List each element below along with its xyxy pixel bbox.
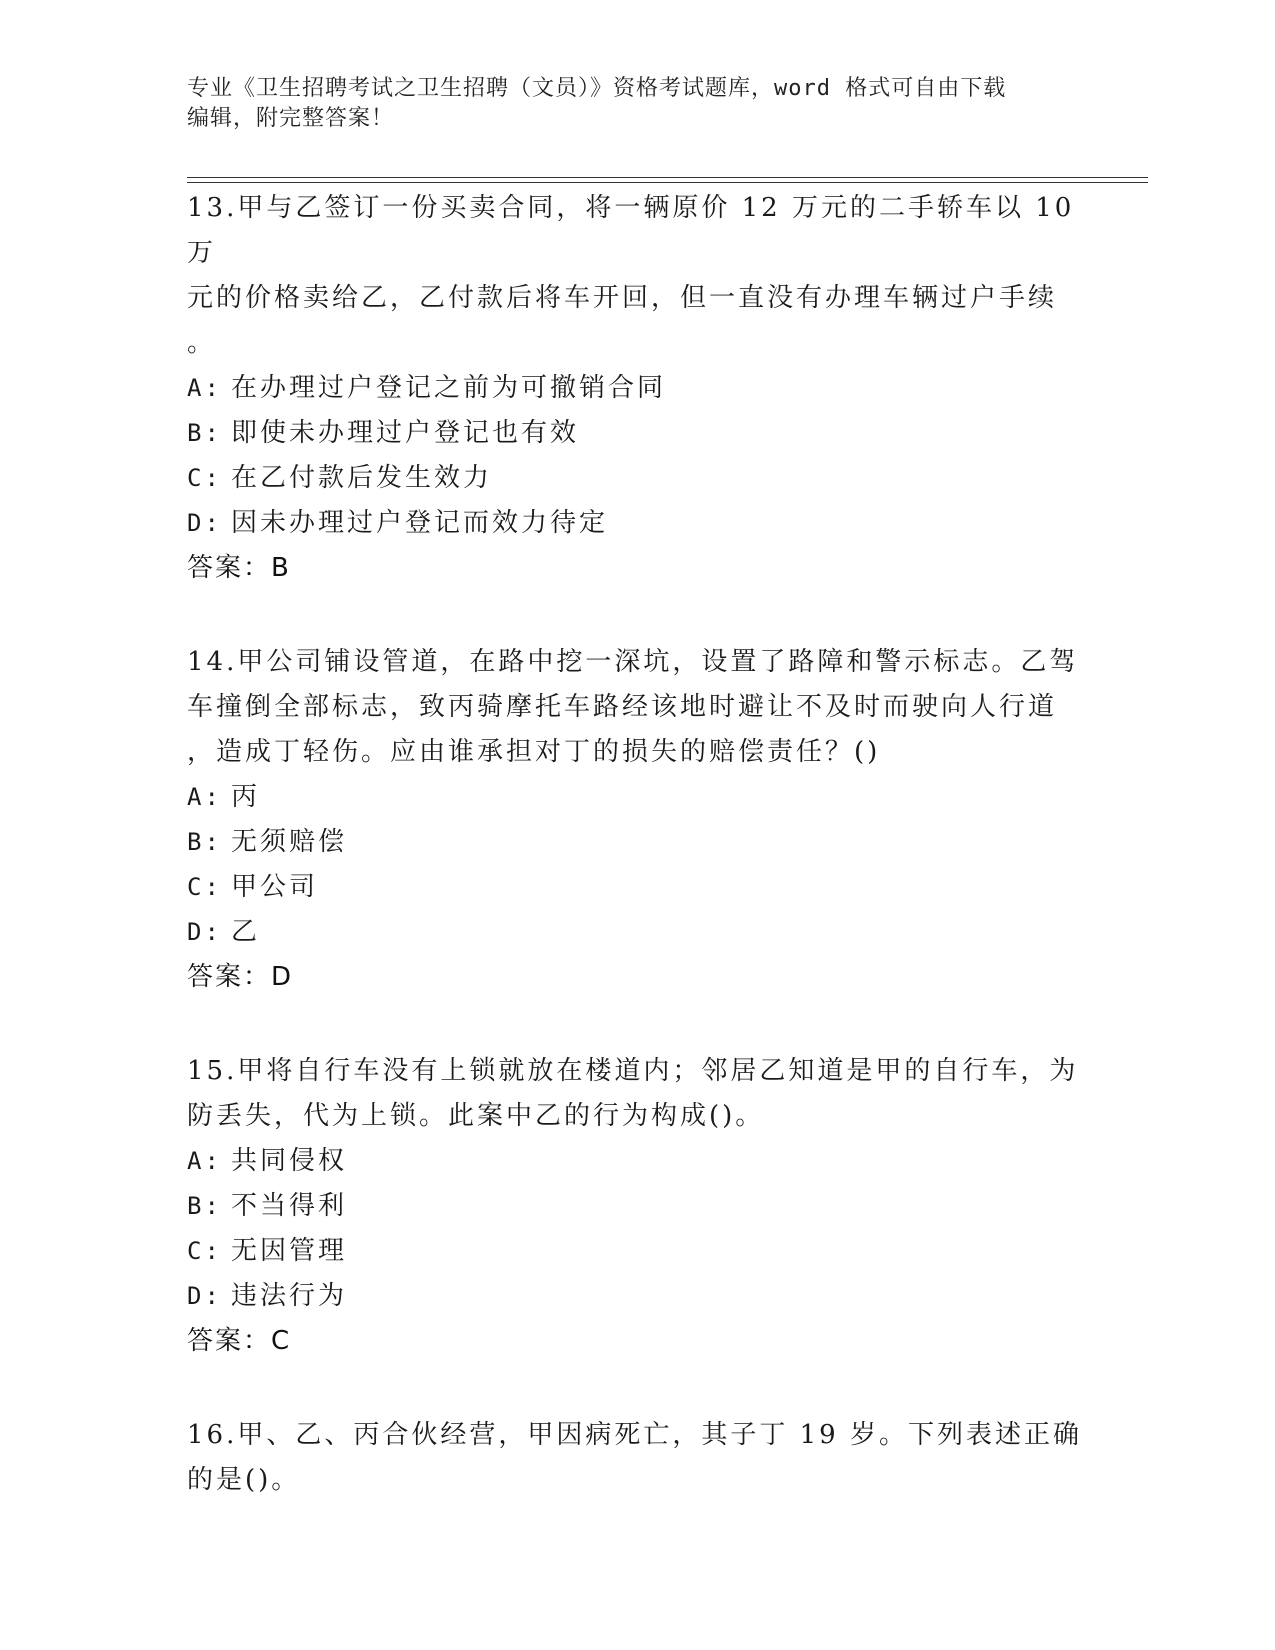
option-letter: C: <box>187 873 222 901</box>
option-letter: B: <box>187 419 222 447</box>
question-13 <box>187 186 1087 591</box>
option-letter: D: <box>187 509 222 537</box>
header-line-1: 专业《卫生招聘考试之卫生招聘（文员）》资格考试题库，word 格式可自由下载 <box>187 76 1007 101</box>
option-c <box>187 865 1087 910</box>
header-divider-top <box>187 177 1148 178</box>
answer-label: 答案：D <box>187 962 294 992</box>
option-text: 在办理过户登记之前为可撤销合同 <box>231 373 667 403</box>
option-text: 即使未办理过户登记也有效 <box>231 418 580 448</box>
option-d <box>187 910 1087 955</box>
option-a <box>187 775 1087 820</box>
option-text: 在乙付款后发生效力 <box>231 463 493 493</box>
question-stem-line: 元的价格卖给乙，乙付款后将车开回，但一直没有办理车辆过户手续 <box>187 283 1058 313</box>
option-text: 丙 <box>231 782 261 812</box>
option-text: 不当得利 <box>231 1191 348 1221</box>
option-letter: A: <box>187 783 222 811</box>
answer-label: 答案：B <box>187 553 291 583</box>
option-text: 因未办理过户登记而效力待定 <box>231 508 609 538</box>
question-15 <box>187 1049 1087 1364</box>
option-d <box>187 501 1087 546</box>
option-c <box>187 1229 1087 1274</box>
question-stem-line: 16.甲、乙、丙合伙经营，甲因病死亡，其子丁 19 岁。下列表述正确 <box>187 1420 1082 1450</box>
option-letter: B: <box>187 1192 222 1220</box>
option-a <box>187 1139 1087 1184</box>
answer-label: 答案：C <box>187 1326 292 1356</box>
option-text: 甲公司 <box>231 872 319 902</box>
option-letter: D: <box>187 918 222 946</box>
option-b <box>187 1184 1087 1229</box>
question-stem-line: 14.甲公司铺设管道，在路中挖一深坑，设置了路障和警示标志。乙驾 <box>187 647 1079 677</box>
option-b <box>187 820 1087 865</box>
option-text: 无须赔偿 <box>231 827 348 857</box>
header-line-2: 编辑，附完整答案！ <box>187 106 395 131</box>
question-stem-line: 。 <box>187 328 217 358</box>
question-stem-line: 的是()。 <box>187 1465 301 1495</box>
option-d <box>187 1274 1087 1319</box>
question-16 <box>187 1413 1087 1503</box>
option-a <box>187 366 1087 411</box>
question-stem-line: 13.甲与乙签订一份买卖合同，将一辆原价 12 万元的二手轿车以 10 万 <box>187 193 1086 268</box>
question-stem-line: 车撞倒全部标志，致丙骑摩托车路经该地时避让不及时而驶向人行道 <box>187 692 1058 722</box>
option-letter: B: <box>187 828 222 856</box>
header-divider-bottom <box>187 182 1148 183</box>
option-letter: C: <box>187 464 222 492</box>
document-header <box>187 74 1087 134</box>
question-stem-line: 防丢失，代为上锁。此案中乙的行为构成()。 <box>187 1101 765 1131</box>
question-stem-line: 15.甲将自行车没有上锁就放在楼道内；邻居乙知道是甲的自行车，为 <box>187 1056 1079 1086</box>
question-list <box>187 186 1087 1552</box>
option-c <box>187 456 1087 501</box>
option-letter: D: <box>187 1282 222 1310</box>
question-stem-line: ，造成丁轻伤。应由谁承担对丁的损失的赔偿责任？() <box>187 737 881 767</box>
option-b <box>187 411 1087 456</box>
option-text: 共同侵权 <box>231 1146 348 1176</box>
option-letter: A: <box>187 374 222 402</box>
question-14 <box>187 640 1087 1000</box>
option-text: 乙 <box>231 917 261 947</box>
option-letter: A: <box>187 1147 222 1175</box>
option-text: 无因管理 <box>231 1236 348 1266</box>
option-text: 违法行为 <box>231 1281 348 1311</box>
option-letter: C: <box>187 1237 222 1265</box>
